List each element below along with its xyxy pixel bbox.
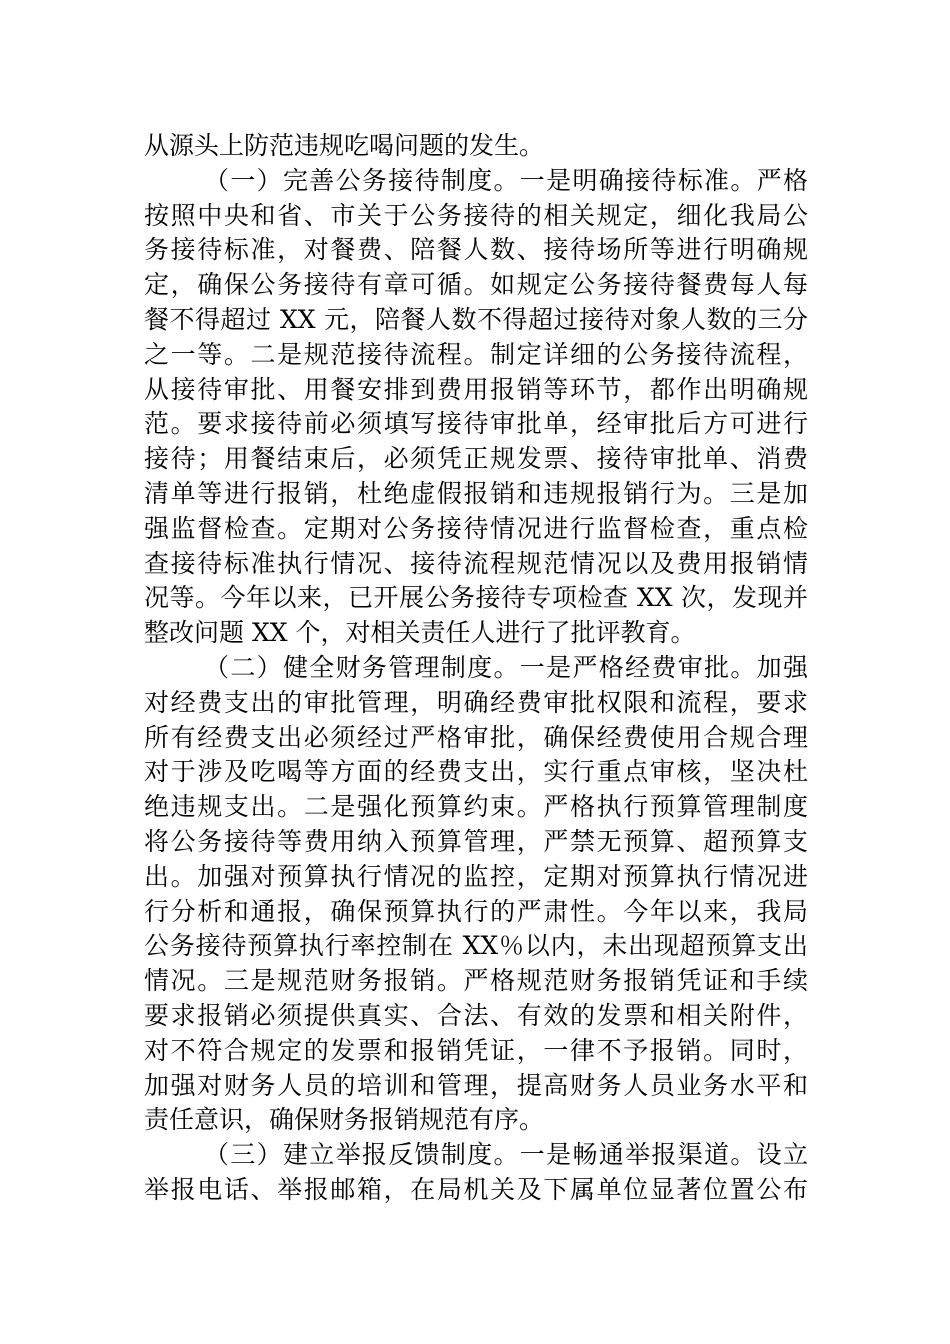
text-line: 出。加强对预算执行情况的监控，定期对预算执行情况进 [144,861,808,891]
text-line: 定，确保公务接待有章可循。如规定公务接待餐费每人每 [144,270,808,300]
text-line: 查接待标准执行情况、接待流程规范情况以及费用报销情 [144,548,808,578]
text-line: 之一等。二是规范接待流程。制定详细的公务接待流程， [144,339,808,369]
text-line: 将公务接待等费用纳入预算管理，严禁无预算、超预算支 [144,826,808,856]
text-line: 加强对财务人员的培训和管理，提高财务人员业务水平和 [144,1070,808,1100]
text-line: 行分析和通报，确保预算执行的严肃性。今年以来，我局 [144,896,808,926]
text-line: 按照中央和省、市关于公务接待的相关规定，细化我局公 [144,200,808,230]
text-line: 况等。今年以来，已开展公务接待专项检查 XX 次，发现并 [144,583,808,613]
paragraph-first-line: （三）建立举报反馈制度。一是畅通举报渠道。设立 [204,1140,808,1170]
text-line: 整改问题 XX 个，对相关责任人进行了批评教育。 [144,618,696,648]
text-line: 务接待标准，对餐费、陪餐人数、接待场所等进行明确规 [144,235,808,265]
text-line: 举报电话、举报邮箱，在局机关及下属单位显著位置公布 [144,1174,808,1204]
text-line: 范。要求接待前必须填写接待审批单，经审批后方可进行 [144,409,808,439]
text-line: 要求报销必须提供真实、合法、有效的发票和相关附件， [144,1000,808,1030]
text-line: 从源头上防范违规吃喝问题的发生。 [144,131,545,160]
text-line: 对不符合规定的发票和报销凭证，一律不予报销。同时， [144,1035,808,1065]
text-line: 责任意识，确保财务报销规范有序。 [144,1105,545,1135]
text-line: 接待；用餐结束后，必须凭正规发票、接待审批单、消费 [144,444,808,474]
document-body [144,129,808,1208]
text-line: 情况。三是规范财务报销。严格规范财务报销凭证和手续 [144,966,808,996]
paragraph-first-line: （二）健全财务管理制度。一是严格经费审批。加强 [204,652,808,682]
text-line: 清单等进行报销，杜绝虚假报销和违规报销行为。三是加 [144,478,808,508]
text-line: 对经费支出的审批管理，明确经费审批权限和流程，要求 [144,687,808,717]
text-line: 强监督检查。定期对公务接待情况进行监督检查，重点检 [144,513,808,543]
text-line: 绝违规支出。二是强化预算约束。严格执行预算管理制度 [144,792,808,822]
text-line: 餐不得超过 XX 元，陪餐人数不得超过接待对象人数的三分 [144,304,808,334]
text-line: 对于涉及吃喝等方面的经费支出，实行重点审核，坚决杜 [144,757,808,787]
text-line: 所有经费支出必须经过严格审批，确保经费使用合规合理 [144,722,808,752]
text-line: 从接待审批、用餐安排到费用报销等环节，都作出明确规 [144,374,808,404]
text-line: 公务接待预算执行率控制在 XX％以内，未出现超预算支出 [144,931,808,961]
paragraph-first-line: （一）完善公务接待制度。一是明确接待标准。严格 [204,165,808,195]
